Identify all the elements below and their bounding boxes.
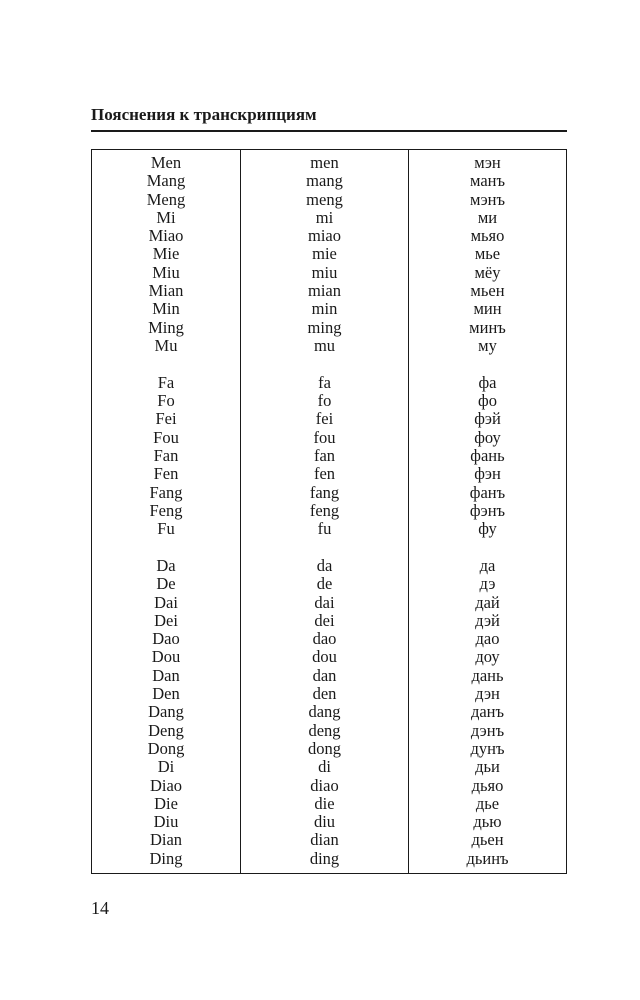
pinyin-syllable: dou bbox=[312, 647, 337, 667]
capitalized-syllable: Dang bbox=[148, 702, 184, 722]
cyrillic-transcription: дао bbox=[475, 629, 500, 649]
pinyin-syllable: miao bbox=[307, 226, 341, 246]
pinyin-syllable: fou bbox=[313, 427, 336, 447]
pinyin-syllable: min bbox=[311, 299, 338, 319]
cyrillic-transcription: фу bbox=[478, 519, 497, 539]
pinyin-syllable: meng bbox=[306, 189, 343, 209]
capitalized-syllable: Fu bbox=[157, 519, 175, 539]
pinyin-syllable: dao bbox=[312, 629, 337, 649]
cyrillic-transcription: данъ bbox=[470, 702, 505, 722]
capitalized-syllable: Di bbox=[157, 757, 175, 777]
capitalized-syllable: Dong bbox=[147, 738, 185, 758]
capitalized-syllable: Diu bbox=[153, 812, 179, 832]
capitalized-syllable: Feng bbox=[149, 500, 183, 520]
capitalized-syllable: Fo bbox=[157, 391, 175, 411]
cyrillic-transcription: дэ bbox=[479, 574, 496, 594]
capitalized-syllable: Mang bbox=[146, 171, 186, 191]
cyrillic-transcription: дьяо bbox=[471, 775, 504, 795]
pinyin-syllable: dei bbox=[314, 610, 335, 630]
cyrillic-transcription: фанъ bbox=[469, 482, 506, 502]
capitalized-syllable: Men bbox=[150, 153, 182, 172]
syllable-group bbox=[470, 374, 505, 539]
cyrillic-transcription: манъ bbox=[469, 171, 505, 191]
cyrillic-transcription: дэнъ bbox=[470, 720, 505, 740]
cyrillic-transcription: дьен bbox=[471, 830, 504, 850]
cyrillic-transcription: мин bbox=[473, 299, 502, 319]
capitalized-syllable: Miao bbox=[148, 226, 184, 246]
syllable-group bbox=[150, 374, 183, 539]
pinyin-syllable: deng bbox=[308, 720, 341, 740]
page-header bbox=[91, 104, 567, 132]
capitalized-syllable: Dai bbox=[154, 592, 178, 612]
cyrillic-transcription: мэн bbox=[474, 153, 501, 172]
cyrillic-transcription: дань bbox=[471, 665, 504, 685]
syllable-group bbox=[469, 154, 506, 355]
cyrillic-transcription: фо bbox=[478, 391, 497, 411]
cyrillic-transcription: фэн bbox=[474, 464, 501, 484]
capitalized-syllable: De bbox=[156, 574, 176, 594]
pinyin-syllable: dang bbox=[308, 702, 341, 722]
page-title: Пояснения к транскрипциям bbox=[91, 105, 317, 124]
pinyin-syllable: mang bbox=[306, 171, 343, 191]
capitalized-syllable: Mu bbox=[154, 335, 178, 355]
syllable-group bbox=[148, 557, 185, 868]
column-capitalized-syllables bbox=[92, 150, 241, 873]
pinyin-syllable: die bbox=[314, 793, 335, 813]
cyrillic-transcription: мье bbox=[474, 244, 501, 264]
capitalized-syllable: Meng bbox=[146, 189, 186, 209]
pinyin-syllable: fa bbox=[318, 372, 331, 392]
pinyin-syllable: de bbox=[316, 574, 333, 594]
cyrillic-transcription: дьинъ bbox=[466, 848, 509, 868]
capitalized-syllable: Da bbox=[156, 555, 176, 575]
cyrillic-transcription: мьяо bbox=[470, 226, 505, 246]
capitalized-syllable: Mie bbox=[152, 244, 180, 264]
pinyin-syllable: di bbox=[318, 757, 331, 777]
pinyin-syllable: ming bbox=[307, 317, 342, 337]
cyrillic-transcription: доу bbox=[475, 647, 500, 667]
pinyin-syllable: dong bbox=[308, 738, 341, 758]
capitalized-syllable: Fan bbox=[153, 445, 179, 465]
cyrillic-transcription: дэн bbox=[475, 684, 500, 704]
pinyin-syllable: ding bbox=[309, 848, 340, 868]
pinyin-syllable: fu bbox=[317, 519, 332, 539]
capitalized-syllable: Deng bbox=[148, 720, 184, 740]
pinyin-syllable: mian bbox=[307, 281, 341, 301]
pinyin-syllable: mie bbox=[312, 244, 337, 264]
pinyin-syllable: diu bbox=[313, 812, 336, 832]
cyrillic-transcription: дье bbox=[475, 793, 500, 813]
column-pinyin bbox=[241, 150, 409, 873]
syllable-group bbox=[466, 557, 508, 868]
pinyin-syllable: feng bbox=[309, 500, 340, 520]
syllable-group bbox=[308, 557, 341, 868]
cyrillic-transcription: фа bbox=[478, 372, 497, 392]
pinyin-syllable: dian bbox=[310, 830, 339, 850]
pinyin-syllable: fan bbox=[313, 445, 336, 465]
cyrillic-transcription: фань bbox=[470, 445, 505, 465]
pinyin-syllable: fei bbox=[315, 409, 334, 429]
capitalized-syllable: Dian bbox=[149, 830, 183, 850]
capitalized-syllable: Den bbox=[152, 684, 180, 704]
capitalized-syllable: Fang bbox=[149, 482, 183, 502]
cyrillic-transcription: дунъ bbox=[470, 738, 505, 758]
capitalized-syllable: Dou bbox=[151, 647, 181, 667]
cyrillic-transcription: му bbox=[478, 335, 497, 355]
cyrillic-transcription: дью bbox=[473, 812, 502, 832]
capitalized-syllable: Ding bbox=[149, 848, 183, 868]
syllable-group bbox=[310, 374, 339, 539]
capitalized-syllable: Mi bbox=[156, 207, 176, 227]
cyrillic-transcription: дай bbox=[475, 592, 500, 612]
cyrillic-transcription: дэй bbox=[475, 610, 500, 630]
pinyin-syllable: mi bbox=[315, 207, 334, 227]
capitalized-syllable: Ming bbox=[148, 317, 184, 337]
page-number: 14 bbox=[91, 898, 109, 918]
capitalized-syllable: Fou bbox=[153, 427, 179, 447]
pinyin-syllable: miu bbox=[311, 262, 338, 282]
cyrillic-transcription: фэнъ bbox=[469, 500, 506, 520]
column-cyrillic bbox=[409, 150, 566, 873]
capitalized-syllable: Min bbox=[152, 299, 180, 319]
cyrillic-transcription: дьи bbox=[475, 757, 500, 777]
cyrillic-transcription: минъ bbox=[469, 317, 506, 337]
cyrillic-transcription: мёу bbox=[474, 262, 501, 282]
pinyin-syllable: den bbox=[312, 684, 337, 704]
cyrillic-transcription: ми bbox=[477, 207, 498, 227]
capitalized-syllable: Fei bbox=[155, 409, 177, 429]
pinyin-syllable: mu bbox=[313, 335, 336, 355]
cyrillic-transcription: фэй bbox=[474, 409, 501, 429]
capitalized-syllable: Diao bbox=[149, 775, 183, 795]
capitalized-syllable: Die bbox=[154, 793, 178, 813]
pinyin-syllable: men bbox=[310, 153, 339, 172]
capitalized-syllable: Fa bbox=[157, 372, 175, 392]
pinyin-syllable: fen bbox=[313, 464, 336, 484]
capitalized-syllable: Mian bbox=[148, 281, 184, 301]
pinyin-syllable: da bbox=[316, 555, 333, 575]
cyrillic-transcription: мэнъ bbox=[469, 189, 506, 209]
pinyin-syllable: diao bbox=[310, 775, 339, 795]
title-rule bbox=[91, 130, 567, 132]
cyrillic-transcription: мьен bbox=[470, 281, 505, 301]
capitalized-syllable: Dao bbox=[152, 629, 180, 649]
syllable-group bbox=[306, 154, 343, 355]
capitalized-syllable: Miu bbox=[152, 262, 180, 282]
pinyin-syllable: dai bbox=[314, 592, 335, 612]
capitalized-syllable: Fen bbox=[153, 464, 179, 484]
pinyin-syllable: fang bbox=[309, 482, 340, 502]
pinyin-syllable: dan bbox=[312, 665, 337, 685]
cyrillic-transcription: фоу bbox=[474, 427, 501, 447]
transcription-table bbox=[91, 149, 567, 874]
pinyin-syllable: fo bbox=[317, 391, 332, 411]
cyrillic-transcription: да bbox=[479, 555, 496, 575]
capitalized-syllable: Dan bbox=[152, 665, 180, 685]
capitalized-syllable: Dei bbox=[154, 610, 178, 630]
syllable-group bbox=[147, 154, 186, 355]
